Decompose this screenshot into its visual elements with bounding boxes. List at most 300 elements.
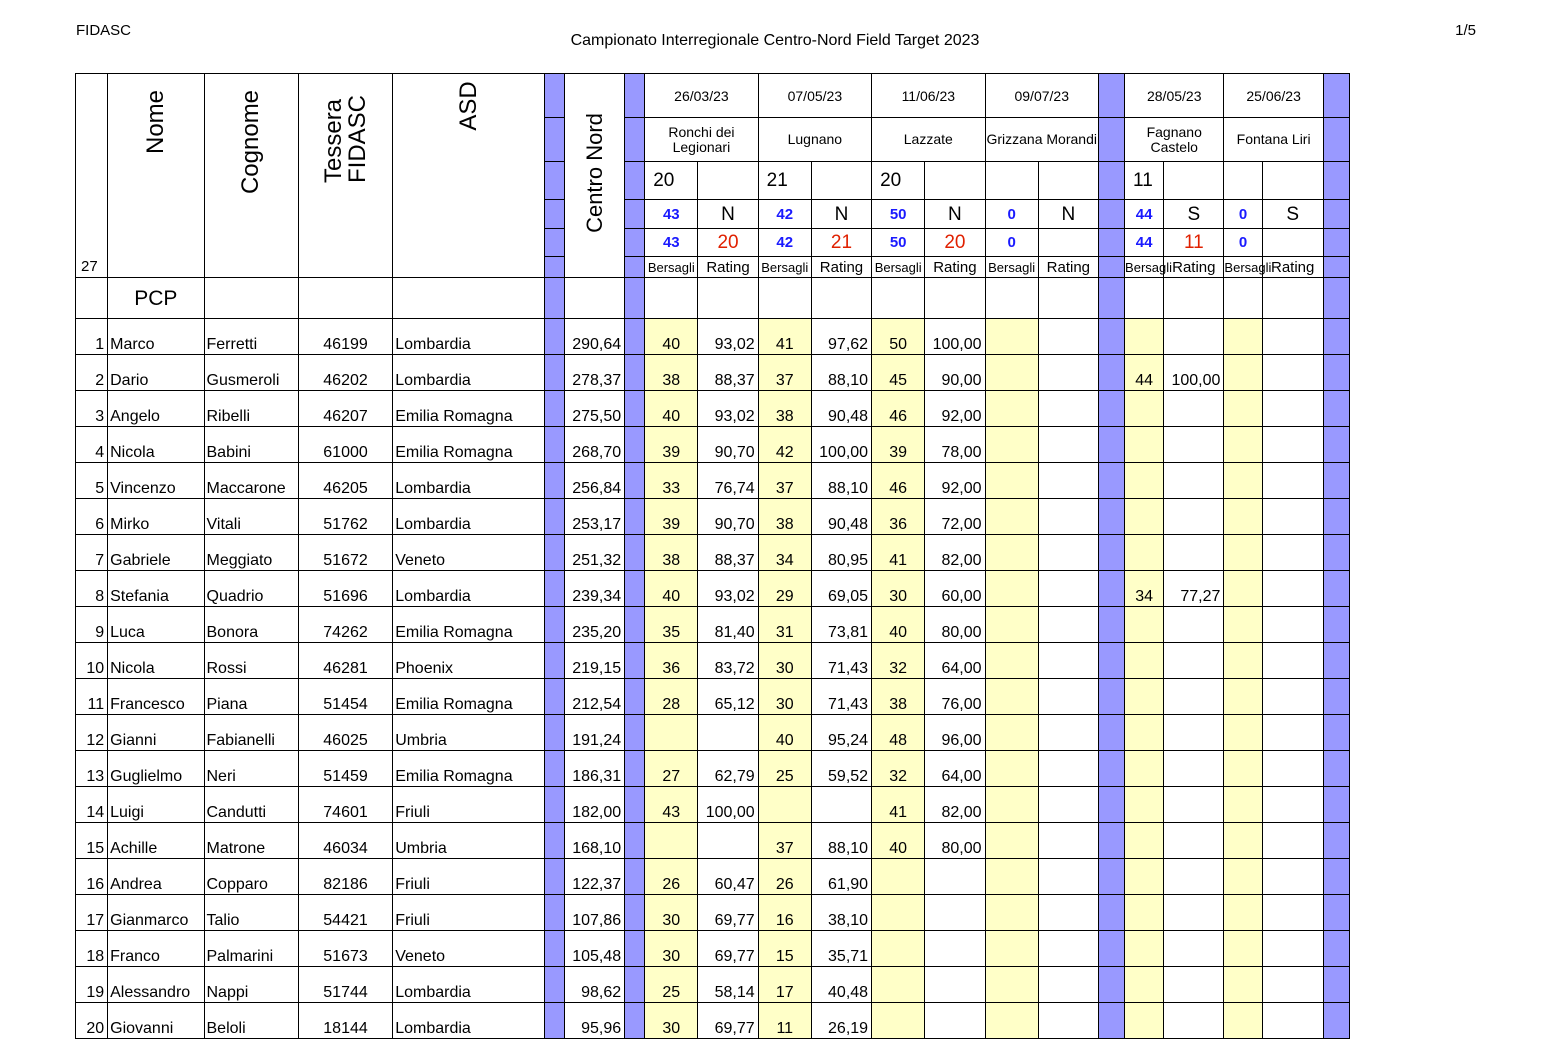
separator-cell	[544, 751, 564, 787]
separator-cell	[1098, 607, 1124, 643]
nome-cell: Alessandro	[108, 967, 204, 1003]
event-flag: N	[1038, 200, 1098, 229]
targets-cell: 44	[1125, 355, 1164, 391]
targets-cell	[985, 787, 1038, 823]
cognome-cell: Vitali	[204, 499, 298, 535]
separator-cell	[1098, 787, 1124, 823]
rating-cell: 93,02	[698, 319, 758, 355]
asd-cell: Lombardia	[393, 1003, 545, 1039]
total-cell: 268,70	[564, 427, 624, 463]
targets-cell: 46	[872, 391, 925, 427]
separator-cell	[544, 823, 564, 859]
asd-cell: Veneto	[393, 535, 545, 571]
targets-cell: 38	[645, 355, 698, 391]
position-cell: 9	[76, 607, 108, 643]
event-date: 09/07/23	[985, 74, 1098, 118]
rating-cell: 69,77	[698, 1003, 758, 1039]
cognome-cell: Bonora	[204, 607, 298, 643]
tessera-cell: 82186	[298, 859, 392, 895]
event-targets: 0	[1224, 200, 1262, 229]
rating-cell: 69,77	[698, 895, 758, 931]
tessera-cell: 46202	[298, 355, 392, 391]
table-row	[76, 607, 1350, 643]
rating-cell	[1164, 463, 1224, 499]
targets-cell	[1125, 499, 1164, 535]
separator-cell	[544, 463, 564, 499]
event-participants: 11	[1125, 162, 1164, 200]
event-count-red	[1262, 229, 1323, 257]
rating-cell: 88,10	[811, 463, 871, 499]
rating-cell: 69,77	[698, 931, 758, 967]
targets-cell	[1224, 859, 1262, 895]
nome-cell: Franco	[108, 931, 204, 967]
rating-cell: 81,40	[698, 607, 758, 643]
targets-cell	[985, 931, 1038, 967]
rating-cell	[1164, 931, 1224, 967]
separator-cell	[625, 751, 645, 787]
asd-cell: Lombardia	[393, 571, 545, 607]
event-date: 07/05/23	[758, 74, 871, 118]
separator-cell	[1098, 355, 1124, 391]
rating-cell: 95,24	[811, 715, 871, 751]
event-targets-total: 0	[1224, 229, 1262, 257]
rating-cell	[1262, 607, 1323, 643]
rating-cell: 76,00	[925, 679, 985, 715]
targets-cell	[985, 427, 1038, 463]
event-targets-total: 0	[985, 229, 1038, 257]
targets-cell	[872, 967, 925, 1003]
position-cell: 11	[76, 679, 108, 715]
position-cell: 6	[76, 499, 108, 535]
rating-cell	[1262, 895, 1323, 931]
rating-cell	[1038, 679, 1098, 715]
rating-cell	[1262, 571, 1323, 607]
targets-cell	[645, 715, 698, 751]
rating-cell: 93,02	[698, 391, 758, 427]
targets-cell: 35	[645, 607, 698, 643]
separator-cell	[1098, 967, 1124, 1003]
nome-cell: Giovanni	[108, 1003, 204, 1039]
label-rating: Rating	[698, 257, 758, 278]
rating-cell	[1038, 787, 1098, 823]
rating-cell: 88,37	[698, 355, 758, 391]
targets-cell: 16	[758, 895, 811, 931]
targets-cell	[1125, 679, 1164, 715]
table-row	[76, 571, 1350, 607]
targets-cell: 34	[758, 535, 811, 571]
separator-cell	[544, 535, 564, 571]
label-bersagli: Bersagli	[1125, 257, 1164, 278]
event-flag: N	[811, 200, 871, 229]
targets-cell	[872, 931, 925, 967]
cognome-cell: Babini	[204, 427, 298, 463]
position-cell: 16	[76, 859, 108, 895]
rating-cell	[698, 715, 758, 751]
targets-cell	[1125, 319, 1164, 355]
targets-cell	[1224, 1003, 1262, 1039]
asd-cell: Friuli	[393, 859, 545, 895]
rating-cell: 82,00	[925, 535, 985, 571]
rating-cell: 64,00	[925, 643, 985, 679]
nome-cell: Nicola	[108, 643, 204, 679]
rating-cell	[1262, 1003, 1323, 1039]
targets-cell	[645, 823, 698, 859]
nome-cell: Nicola	[108, 427, 204, 463]
rating-cell: 64,00	[925, 751, 985, 787]
tessera-cell: 51454	[298, 679, 392, 715]
targets-cell	[1125, 607, 1164, 643]
asd-cell: Umbria	[393, 715, 545, 751]
targets-cell: 36	[645, 643, 698, 679]
rating-cell	[1038, 643, 1098, 679]
event-targets-total: 43	[645, 229, 698, 257]
rating-cell: 88,37	[698, 535, 758, 571]
targets-cell: 37	[758, 823, 811, 859]
event-count-red	[1038, 229, 1098, 257]
rating-cell	[1038, 463, 1098, 499]
col-cognome: Cognome	[204, 74, 298, 278]
targets-cell	[1224, 571, 1262, 607]
rating-cell	[1262, 679, 1323, 715]
rating-cell: 76,74	[698, 463, 758, 499]
position-cell: 14	[76, 787, 108, 823]
targets-cell: 42	[758, 427, 811, 463]
tessera-cell: 46205	[298, 463, 392, 499]
rating-cell	[1164, 427, 1224, 463]
total-cell: 212,54	[564, 679, 624, 715]
position-cell: 3	[76, 391, 108, 427]
asd-cell: Emilia Romagna	[393, 751, 545, 787]
total-cell: 219,15	[564, 643, 624, 679]
total-cell: 98,62	[564, 967, 624, 1003]
cognome-cell: Candutti	[204, 787, 298, 823]
rating-cell: 100,00	[925, 319, 985, 355]
event-place: Grizzana Morandi	[985, 118, 1098, 162]
separator-cell	[1098, 859, 1124, 895]
table-row	[76, 787, 1350, 823]
label-rating: Rating	[1038, 257, 1098, 278]
rating-cell	[1262, 643, 1323, 679]
rating-cell	[1038, 931, 1098, 967]
separator-cell	[1098, 427, 1124, 463]
targets-cell	[1125, 463, 1164, 499]
targets-cell	[1125, 967, 1164, 1003]
cognome-cell: Piana	[204, 679, 298, 715]
rating-cell	[1262, 535, 1323, 571]
event-targets: 44	[1125, 200, 1164, 229]
position-cell: 8	[76, 571, 108, 607]
separator-cell	[625, 391, 645, 427]
targets-cell: 31	[758, 607, 811, 643]
event-targets-total: 42	[758, 229, 811, 257]
targets-cell	[985, 967, 1038, 1003]
position-cell: 1	[76, 319, 108, 355]
table-row	[76, 859, 1350, 895]
event-targets: 0	[985, 200, 1038, 229]
rating-cell	[1038, 319, 1098, 355]
tessera-cell: 74262	[298, 607, 392, 643]
targets-cell: 40	[645, 571, 698, 607]
targets-cell	[985, 715, 1038, 751]
total-cell: 239,34	[564, 571, 624, 607]
separator-cell	[1098, 1003, 1124, 1039]
event-participants	[985, 162, 1038, 200]
rating-cell: 72,00	[925, 499, 985, 535]
targets-cell	[1125, 931, 1164, 967]
event-place: Fagnano Castelo	[1125, 118, 1224, 162]
rating-cell: 90,00	[925, 355, 985, 391]
targets-cell: 41	[872, 535, 925, 571]
event-count-red: 20	[925, 229, 985, 257]
total-cell: 182,00	[564, 787, 624, 823]
nome-cell: Luca	[108, 607, 204, 643]
cognome-cell: Neri	[204, 751, 298, 787]
rating-cell: 38,10	[811, 895, 871, 931]
rating-cell: 93,02	[698, 571, 758, 607]
targets-cell: 40	[645, 319, 698, 355]
event-targets-total: 50	[872, 229, 925, 257]
event-flag: S	[1164, 200, 1224, 229]
event-targets: 43	[645, 200, 698, 229]
event-participants: 20	[872, 162, 925, 200]
targets-cell: 25	[758, 751, 811, 787]
total-cell: 290,64	[564, 319, 624, 355]
targets-cell	[1224, 535, 1262, 571]
position-cell: 4	[76, 427, 108, 463]
separator-cell	[544, 895, 564, 931]
rating-cell	[1038, 607, 1098, 643]
targets-cell: 40	[645, 391, 698, 427]
table-row	[76, 427, 1350, 463]
nome-cell: Achille	[108, 823, 204, 859]
org-label: FIDASC	[76, 22, 132, 39]
targets-cell	[1224, 787, 1262, 823]
separator-cell	[544, 643, 564, 679]
targets-cell	[1125, 787, 1164, 823]
table-row	[76, 967, 1350, 1003]
separator-cell	[544, 787, 564, 823]
targets-cell	[1224, 823, 1262, 859]
event-count-red: 11	[1164, 229, 1224, 257]
tessera-cell: 46025	[298, 715, 392, 751]
separator-cell	[625, 571, 645, 607]
rating-cell: 90,48	[811, 391, 871, 427]
targets-cell	[985, 751, 1038, 787]
separator-cell	[1323, 859, 1349, 895]
event-flag: N	[925, 200, 985, 229]
asd-cell: Veneto	[393, 931, 545, 967]
separator-cell	[544, 931, 564, 967]
rating-cell	[1262, 787, 1323, 823]
targets-cell: 46	[872, 463, 925, 499]
separator-cell	[544, 715, 564, 751]
targets-cell	[1224, 679, 1262, 715]
separator-cell	[1323, 715, 1349, 751]
separator-cell	[544, 391, 564, 427]
event-participants: 21	[758, 162, 811, 200]
targets-cell: 41	[758, 319, 811, 355]
targets-cell	[985, 1003, 1038, 1039]
targets-cell	[1125, 715, 1164, 751]
position-cell: 13	[76, 751, 108, 787]
rating-cell	[811, 787, 871, 823]
targets-cell	[758, 787, 811, 823]
targets-cell: 38	[872, 679, 925, 715]
targets-cell	[985, 607, 1038, 643]
event-targets-total: 44	[1125, 229, 1164, 257]
targets-cell: 32	[872, 751, 925, 787]
targets-cell: 33	[645, 463, 698, 499]
rating-cell	[1262, 463, 1323, 499]
separator-cell	[1323, 1003, 1349, 1039]
rating-cell: 58,14	[698, 967, 758, 1003]
targets-cell	[872, 1003, 925, 1039]
targets-cell	[1224, 391, 1262, 427]
rating-cell: 40,48	[811, 967, 871, 1003]
cognome-cell: Talio	[204, 895, 298, 931]
targets-cell: 30	[758, 679, 811, 715]
nome-cell: Andrea	[108, 859, 204, 895]
rating-cell	[925, 931, 985, 967]
separator-cell	[1098, 679, 1124, 715]
asd-cell: Lombardia	[393, 463, 545, 499]
position-cell: 20	[76, 1003, 108, 1039]
separator-cell	[1098, 715, 1124, 751]
col-nome: Nome	[108, 74, 204, 278]
targets-cell	[1224, 715, 1262, 751]
separator-cell	[1323, 751, 1349, 787]
table-row	[76, 931, 1350, 967]
tessera-cell: 54421	[298, 895, 392, 931]
asd-cell: Lombardia	[393, 499, 545, 535]
tessera-cell: 51459	[298, 751, 392, 787]
asd-cell: Lombardia	[393, 967, 545, 1003]
rating-cell: 80,95	[811, 535, 871, 571]
nome-cell: Stefania	[108, 571, 204, 607]
table-row	[76, 355, 1350, 391]
rating-cell: 100,00	[1164, 355, 1224, 391]
total-cell: 256,84	[564, 463, 624, 499]
separator-cell	[544, 607, 564, 643]
asd-cell: Umbria	[393, 823, 545, 859]
cognome-cell: Ribelli	[204, 391, 298, 427]
rating-cell	[1038, 967, 1098, 1003]
position-cell: 17	[76, 895, 108, 931]
targets-cell: 48	[872, 715, 925, 751]
separator-cell	[625, 535, 645, 571]
separator-cell	[625, 787, 645, 823]
rating-cell	[1038, 1003, 1098, 1039]
rating-cell	[1262, 715, 1323, 751]
rating-cell	[1164, 319, 1224, 355]
nome-cell: Luigi	[108, 787, 204, 823]
event-place: Ronchi dei Legionari	[645, 118, 758, 162]
label-bersagli: Bersagli	[758, 257, 811, 278]
targets-cell: 41	[872, 787, 925, 823]
cognome-cell: Nappi	[204, 967, 298, 1003]
separator-cell	[544, 1003, 564, 1039]
rating-cell	[1164, 679, 1224, 715]
targets-cell	[1125, 535, 1164, 571]
rating-cell	[1038, 391, 1098, 427]
asd-cell: Emilia Romagna	[393, 679, 545, 715]
targets-cell	[1224, 967, 1262, 1003]
page-title: Campionato Interregionale Centro-Nord Field Target 2023	[570, 32, 980, 49]
separator-cell	[1323, 427, 1349, 463]
asd-cell: Lombardia	[393, 319, 545, 355]
nome-cell: Gabriele	[108, 535, 204, 571]
cognome-cell: Matrone	[204, 823, 298, 859]
event-date: 11/06/23	[872, 74, 985, 118]
targets-cell	[1125, 427, 1164, 463]
table-row	[76, 535, 1350, 571]
col-centro: Centro Nord	[564, 74, 624, 278]
separator-cell	[1323, 931, 1349, 967]
separator-cell	[625, 823, 645, 859]
rating-cell: 60,00	[925, 571, 985, 607]
targets-cell: 26	[758, 859, 811, 895]
rating-cell: 90,48	[811, 499, 871, 535]
targets-cell: 38	[758, 391, 811, 427]
separator-cell	[625, 895, 645, 931]
rating-cell: 82,00	[925, 787, 985, 823]
targets-cell: 40	[758, 715, 811, 751]
total-cell: 186,31	[564, 751, 624, 787]
asd-cell: Friuli	[393, 895, 545, 931]
rating-cell: 77,27	[1164, 571, 1224, 607]
label-rating: Rating	[925, 257, 985, 278]
rating-cell	[1164, 859, 1224, 895]
targets-cell: 39	[872, 427, 925, 463]
rating-cell: 71,43	[811, 643, 871, 679]
rating-cell: 100,00	[811, 427, 871, 463]
rating-cell: 65,12	[698, 679, 758, 715]
rating-cell	[698, 823, 758, 859]
separator-cell	[625, 499, 645, 535]
rating-cell: 69,05	[811, 571, 871, 607]
position-cell: 10	[76, 643, 108, 679]
separator-cell	[1098, 895, 1124, 931]
tessera-cell: 51672	[298, 535, 392, 571]
targets-cell: 40	[872, 607, 925, 643]
separator-cell	[1098, 499, 1124, 535]
tessera-cell: 51762	[298, 499, 392, 535]
nome-cell: Gianmarco	[108, 895, 204, 931]
event-flag: S	[1262, 200, 1323, 229]
rating-cell	[1038, 751, 1098, 787]
table-row	[76, 751, 1350, 787]
targets-cell: 30	[645, 1003, 698, 1039]
total-cell: 251,32	[564, 535, 624, 571]
standings-table	[75, 73, 1350, 1039]
rating-cell	[1262, 823, 1323, 859]
event-targets: 50	[872, 200, 925, 229]
cognome-cell: Copparo	[204, 859, 298, 895]
targets-cell: 40	[872, 823, 925, 859]
targets-cell: 27	[645, 751, 698, 787]
asd-cell: Emilia Romagna	[393, 427, 545, 463]
separator-cell	[544, 319, 564, 355]
rating-cell: 80,00	[925, 607, 985, 643]
asd-cell: Friuli	[393, 787, 545, 823]
cognome-cell: Rossi	[204, 643, 298, 679]
rating-cell: 96,00	[925, 715, 985, 751]
rating-cell	[1164, 499, 1224, 535]
label-bersagli: Bersagli	[985, 257, 1038, 278]
total-cell: 253,17	[564, 499, 624, 535]
rating-cell	[1164, 535, 1224, 571]
separator-cell	[1098, 319, 1124, 355]
